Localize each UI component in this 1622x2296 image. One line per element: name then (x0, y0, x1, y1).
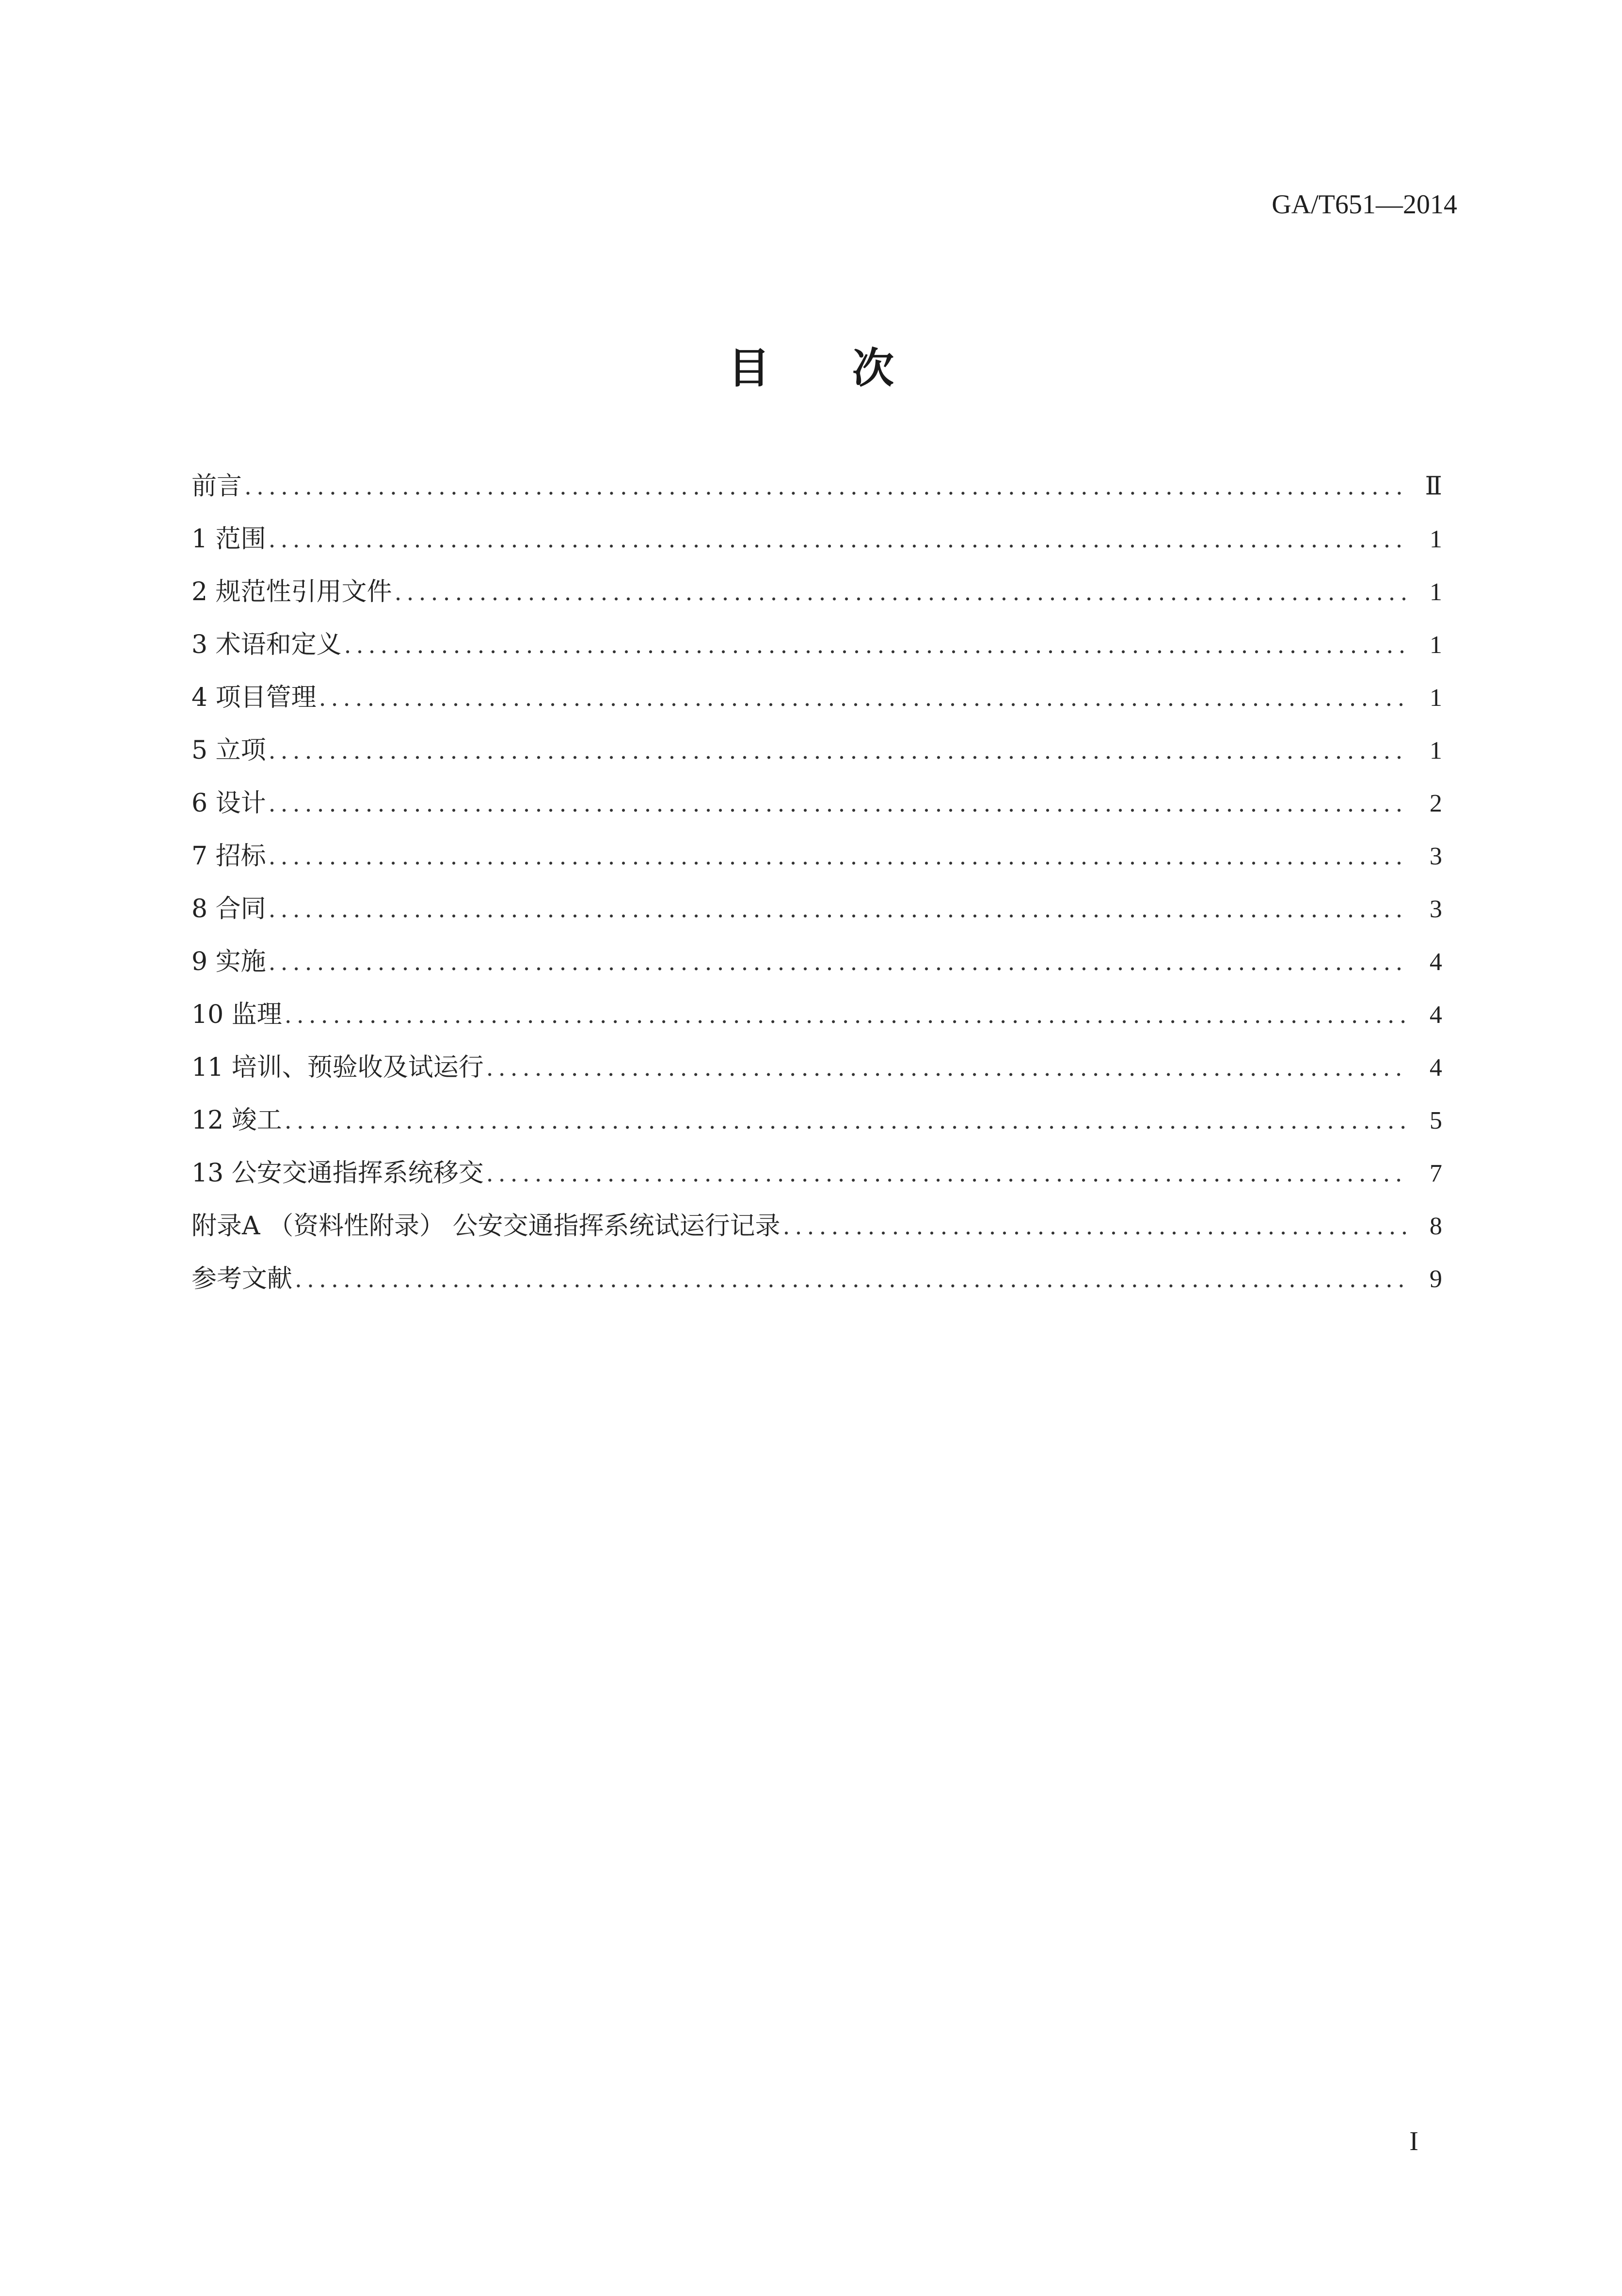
toc-entry-label: 5 立项 (191, 736, 266, 765)
toc-leader-dots (783, 1212, 1408, 1241)
toc-entry-label: 11 培训、预验收及试运行 (191, 1053, 484, 1082)
toc-entry-contract[interactable] (191, 888, 1442, 941)
toc-leader-dots (269, 736, 1408, 765)
toc-entry-label: 9 实施 (191, 947, 266, 976)
toc-leader-dots (487, 1053, 1408, 1082)
toc-entry-completion[interactable] (191, 1100, 1442, 1152)
toc-entry-training-trial[interactable] (191, 1047, 1442, 1100)
toc-entry-project-management[interactable] (191, 677, 1442, 730)
toc-entry-page: 1 (1430, 737, 1442, 765)
toc-entry-page: 1 (1430, 526, 1442, 553)
toc-entry-page: 4 (1430, 1001, 1442, 1029)
toc-entry-appendix-a[interactable] (191, 1205, 1442, 1258)
toc-entry-label: 参考文献 (191, 1264, 293, 1293)
toc-entry-label: 1 范围 (191, 525, 266, 554)
toc-entry-label: 6 设计 (191, 789, 266, 818)
page-title (0, 335, 1622, 395)
toc-entry-terms-definitions[interactable] (191, 624, 1442, 677)
toc-leader-dots (269, 895, 1408, 924)
toc-entry-page: 4 (1430, 948, 1442, 976)
page-number: I (1409, 2126, 1418, 2156)
toc-entry-page: 3 (1430, 895, 1442, 923)
toc-entry-label: 2 规范性引用文件 (191, 577, 392, 606)
toc-entry-supervision[interactable] (191, 994, 1442, 1047)
toc-leader-dots (395, 578, 1408, 606)
toc-entry-design[interactable] (191, 782, 1442, 835)
toc-entry-label: 10 监理 (191, 1000, 282, 1029)
toc-leader-dots (345, 631, 1408, 659)
toc-entry-page: 1 (1430, 631, 1442, 659)
title-char-mu: 目 (728, 344, 770, 393)
toc-leader-dots (319, 684, 1408, 712)
toc-entry-normative-references[interactable] (191, 571, 1442, 624)
toc-leader-dots (269, 525, 1408, 554)
toc-entry-page: 1 (1430, 684, 1442, 712)
toc-leader-dots (285, 1001, 1408, 1029)
toc-entry-page: 3 (1430, 843, 1442, 870)
toc-entry-page: Ⅱ (1425, 473, 1442, 500)
toc-entry-page: 7 (1430, 1160, 1442, 1187)
toc-entry-bidding[interactable] (191, 835, 1442, 888)
toc-leader-dots (245, 472, 1408, 501)
toc-entry-label: 附录A （资料性附录） 公安交通指挥系统试运行记录 (191, 1212, 780, 1241)
toc-entry-label: 3 术语和定义 (191, 630, 342, 659)
toc-entry-label: 13 公安交通指挥系统移交 (191, 1159, 484, 1188)
toc-entry-page: 2 (1430, 790, 1442, 817)
toc-leader-dots (269, 948, 1408, 976)
table-of-contents (191, 465, 1442, 1311)
toc-entry-page: 4 (1430, 1054, 1442, 1082)
toc-entry-project-approval[interactable] (191, 730, 1442, 782)
toc-entry-bibliography[interactable] (191, 1258, 1442, 1311)
toc-entry-page: 9 (1430, 1265, 1442, 1293)
toc-entry-label: 前言 (191, 472, 242, 501)
toc-leader-dots (269, 789, 1408, 818)
toc-entry-foreword[interactable] (191, 465, 1442, 518)
toc-entry-label: 12 竣工 (191, 1106, 282, 1135)
toc-entry-label: 7 招标 (191, 842, 266, 871)
title-char-ci: 次 (852, 344, 894, 393)
toc-leader-dots (269, 842, 1408, 871)
toc-entry-system-handover[interactable] (191, 1152, 1442, 1205)
toc-entry-page: 8 (1430, 1212, 1442, 1240)
toc-entry-page: 5 (1430, 1107, 1442, 1134)
toc-entry-scope[interactable] (191, 518, 1442, 571)
toc-leader-dots (285, 1106, 1408, 1135)
toc-entry-page: 1 (1430, 578, 1442, 606)
toc-entry-label: 4 项目管理 (191, 683, 317, 712)
toc-entry-label: 8 合同 (191, 894, 266, 924)
toc-leader-dots (295, 1265, 1408, 1293)
toc-entry-implementation[interactable] (191, 941, 1442, 994)
toc-leader-dots (487, 1159, 1408, 1188)
document-code: GA/T651—2014 (1272, 190, 1457, 220)
